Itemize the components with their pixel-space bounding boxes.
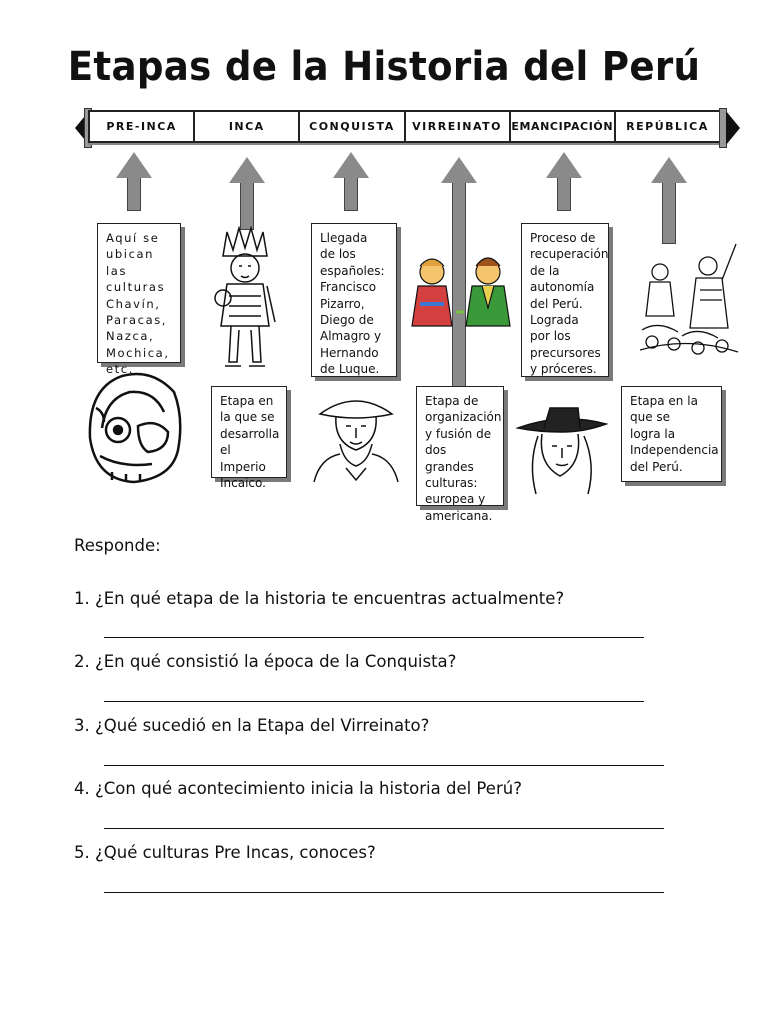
emancipation-hero-portrait-illustration bbox=[514, 404, 610, 496]
question-3: 3. ¿Qué sucedió en la Etapa del Virreinato? bbox=[74, 716, 430, 735]
inca-emperor-illustration bbox=[205, 226, 285, 376]
question-1: 1. ¿En qué etapa de la historia te encuentras actualmente? bbox=[74, 589, 565, 608]
question-4: 4. ¿Con qué acontecimiento inicia la historia del Perú? bbox=[74, 779, 522, 798]
page-title: Etapas de la Historia del Perú bbox=[67, 44, 701, 90]
stage-virreinato: VIRREINATO bbox=[406, 112, 511, 141]
answer-line-5[interactable] bbox=[104, 892, 664, 893]
stage-conquista: CONQUISTA bbox=[300, 112, 405, 141]
description-virreinato: Etapa de organización y fusión de dos grandes culturas: europea y americana. bbox=[416, 386, 504, 506]
up-arrow-icon bbox=[116, 152, 152, 211]
description-conquista: Llegada de los españoles: Francisco Pizarro, Diego de Almagro y Hernando de Luque. bbox=[311, 223, 397, 377]
description-preinca: Aquí se ubican las culturas Chavín, Paracas, Nazca, Mochica, etc. bbox=[97, 223, 181, 363]
republic-independence-scene-illustration bbox=[638, 240, 740, 362]
timeline-right-arrow-icon bbox=[726, 111, 740, 145]
answer-line-2[interactable] bbox=[104, 701, 644, 702]
preinca-stone-head-illustration bbox=[82, 368, 186, 488]
stage-republica: REPÚBLICA bbox=[626, 120, 709, 133]
conquistador-portrait-illustration bbox=[310, 392, 402, 482]
stage-inca: INCA bbox=[195, 112, 300, 141]
up-arrow-icon bbox=[651, 157, 687, 244]
up-arrow-icon bbox=[546, 152, 582, 211]
description-republica: Etapa en la que se logra la Independencia del Perú. bbox=[621, 386, 722, 482]
questions-intro: Responde: bbox=[74, 536, 161, 555]
question-2: 2. ¿En qué consistió la época de la Conquista? bbox=[74, 652, 457, 671]
description-inca: Etapa en la que se desarrolla el Imperio Incaico. bbox=[211, 386, 287, 478]
answer-line-3[interactable] bbox=[104, 765, 664, 766]
description-emancipacion: Proceso de recuperación de la autonomía del Perú. Lograda por los precursores y próceres. bbox=[521, 223, 609, 377]
virreinato-figures-illustration bbox=[406, 252, 514, 332]
stage-preinca: PRE-INCA bbox=[90, 112, 195, 141]
answer-line-4[interactable] bbox=[104, 828, 664, 829]
timeline-bar bbox=[88, 110, 721, 143]
up-arrow-icon bbox=[229, 157, 265, 230]
question-5: 5. ¿Qué culturas Pre Incas, conoces? bbox=[74, 843, 376, 862]
up-arrow-icon bbox=[333, 152, 369, 211]
answer-line-1[interactable] bbox=[104, 637, 644, 638]
stage-emancipacion: EMANCIPACIÓN bbox=[511, 112, 616, 141]
